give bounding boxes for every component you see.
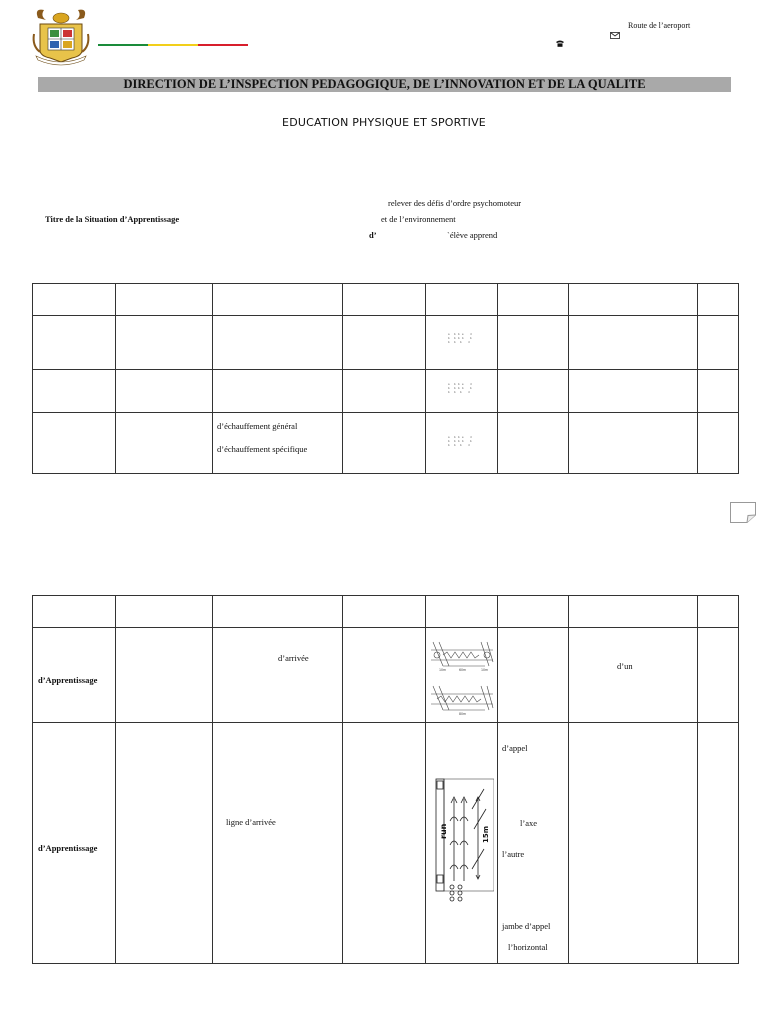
table-row [33,628,739,723]
arrival-text: d’arrivée [278,653,309,663]
svg-text:b: b [454,391,456,394]
run-up-diagram [434,769,494,911]
horizontal-text: l’horizontal [508,942,548,952]
table-row [33,316,739,370]
svg-text:b: b [462,387,464,390]
svg-text:b: b [470,387,472,390]
table-2-header-row [33,596,739,628]
direction-banner: DIRECTION DE L’INSPECTION PEDAGOGIQUE, DE L’INNOVATION ET DE LA QUALITE [38,77,731,92]
svg-text:b: b [448,387,450,390]
svg-text:b: b [458,440,460,443]
svg-text:d: d [468,444,470,447]
svg-text:b: b [448,337,450,340]
table-row [33,723,739,964]
formation-diagram [446,332,474,348]
svg-text:b: b [470,440,472,443]
svg-text:b: b [470,337,472,340]
lesson-table-2 [32,595,739,964]
takeoff-leg-text: jambe d’appel [502,921,551,931]
telephone-icon [556,40,564,49]
svg-text:b: b [458,436,460,439]
other-text: l’autre [502,849,525,859]
finish-line-text: ligne d’arrivée [226,817,276,827]
svg-text:d: d [470,333,472,336]
svg-text:b: b [448,444,450,447]
svg-text:b: b [448,341,450,344]
svg-text:b: b [454,341,456,344]
formation-diagram [446,382,474,398]
intro-line-1: relever des défis d’ordre psychomoteur [388,198,522,208]
svg-text:b: b [454,440,456,443]
svg-text:e: e [462,333,464,336]
svg-text:d: d [470,383,472,386]
svg-text:b: b [454,333,456,336]
svg-text:b: b [454,383,456,386]
intro-line-3a: d’ [369,230,377,240]
flag-bar-green [98,44,148,46]
svg-text:d: d [468,341,470,344]
svg-text:b: b [458,383,460,386]
svg-text:10m: 10m [481,668,489,672]
table-row [33,370,739,413]
svg-text:b: b [454,337,456,340]
svg-text:a: a [448,333,450,336]
takeoff-text: d’appel [502,743,528,753]
run-label: run [439,823,448,839]
address-text: Route de l’aeroport [628,21,691,30]
table-row [33,413,739,474]
svg-text:b: b [460,444,462,447]
svg-text:e: e [462,436,464,439]
svg-text:d: d [470,436,472,439]
svg-text:b: b [458,337,460,340]
distance-label: 15m [482,825,490,843]
svg-text:d: d [468,391,470,394]
flag-bar-red [198,44,248,46]
subject-title: EDUCATION PHYSIQUE ET SPORTIVE [282,116,486,129]
svg-text:a: a [448,436,450,439]
warmup-general-text: d’échauffement général [217,421,298,431]
table-1-header-row [33,284,739,316]
learning-label: d’Apprentissage [38,843,98,853]
intro-line-3b: `élève apprend [447,230,498,240]
svg-text:a: a [448,383,450,386]
lesson-table-1 [32,283,739,474]
svg-text:b: b [460,341,462,344]
flag-bar-yellow [148,44,198,46]
formation-diagram [446,435,474,451]
axis-text: l’axe [520,818,537,828]
svg-text:b: b [462,440,464,443]
svg-text:b: b [460,391,462,394]
coat-of-arms-icon [30,4,92,66]
intro-line-2: et de l’environnement [381,214,456,224]
relay-lane-diagram [429,638,495,718]
svg-text:b: b [454,387,456,390]
situation-title-label: Titre de la Situation d’Apprentissage [45,214,180,224]
learning-label: d’Apprentissage [38,675,98,685]
page-corner-icon[interactable] [730,502,756,523]
svg-text:b: b [458,387,460,390]
svg-text:b: b [458,333,460,336]
svg-text:10m: 10m [439,668,447,672]
svg-text:60m: 60m [459,668,467,672]
envelope-icon [610,31,620,41]
svg-text:b: b [462,337,464,340]
svg-text:b: b [454,436,456,439]
warmup-specific-text: d’échauffement spécifique [217,444,308,454]
svg-text:b: b [454,444,456,447]
svg-text:e: e [462,383,464,386]
svg-text:b: b [448,440,450,443]
one-text: d’un [617,661,633,671]
svg-text:80m: 80m [459,712,467,716]
svg-text:b: b [448,391,450,394]
